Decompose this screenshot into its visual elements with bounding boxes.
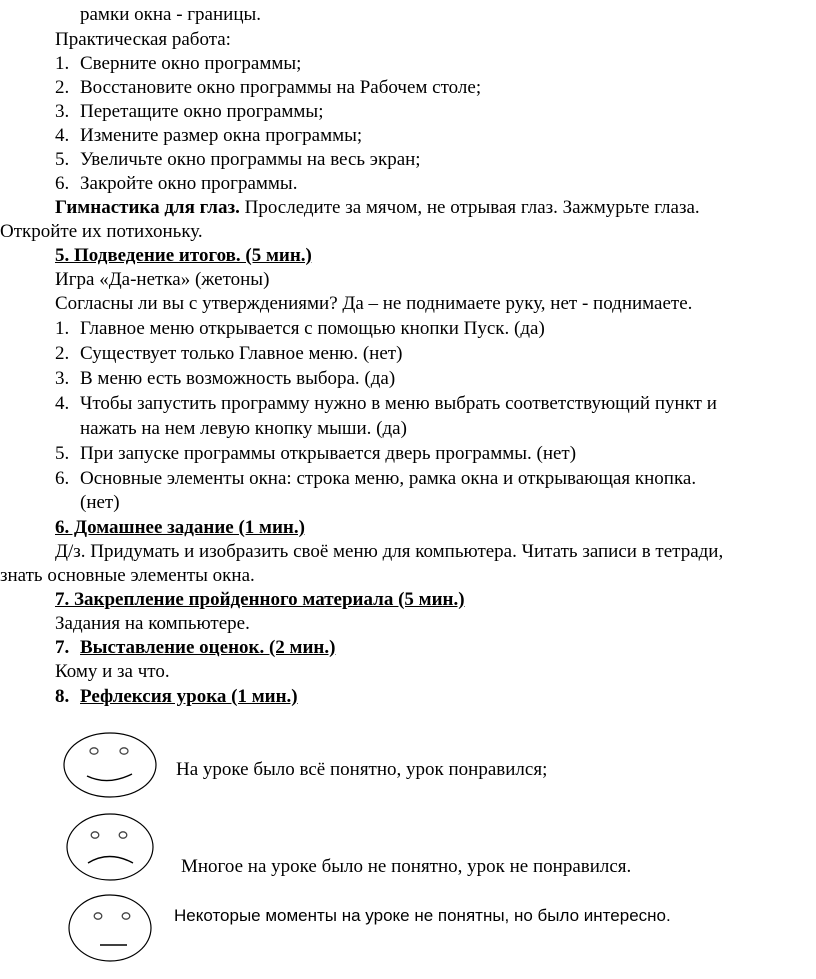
practical-title: Практическая работа: bbox=[55, 29, 231, 50]
summary-item: Главное меню открывается с помощью кнопки Пуск. (да) bbox=[80, 318, 545, 339]
summary-num: 1. bbox=[55, 318, 70, 339]
practical-num: 6. bbox=[55, 173, 70, 194]
summary-num: 4. bbox=[55, 393, 70, 414]
summary-heading: 5. Подведение итогов. (5 мин.) bbox=[55, 245, 312, 266]
practical-item: Закройте окно программы. bbox=[80, 173, 298, 194]
sad-face-icon bbox=[65, 812, 155, 882]
practical-num: 3. bbox=[55, 101, 70, 122]
summary-item: При запуске программы открывается дверь программы. (нет) bbox=[80, 443, 577, 464]
consolidation-heading: 7. Закрепление пройденного материала (5 мин.) bbox=[55, 589, 465, 610]
happy-face-icon bbox=[62, 731, 160, 799]
practical-item: Перетащите окно программы; bbox=[80, 101, 324, 122]
top-line: рамки окна - границы. bbox=[80, 4, 262, 25]
practical-item: Увеличьте окно программы на весь экран; bbox=[80, 149, 421, 170]
summary-num: 5. bbox=[55, 443, 70, 464]
neutral-face-icon bbox=[67, 892, 153, 962]
practical-num: 1. bbox=[55, 53, 70, 74]
summary-item: Существует только Главное меню. (нет) bbox=[80, 343, 403, 364]
grades-heading: Выставление оценок. (2 мин.) bbox=[80, 637, 336, 658]
practical-item: Измените размер окна программы; bbox=[80, 125, 363, 146]
summary-item-cont: (нет) bbox=[80, 492, 120, 513]
summary-num: 3. bbox=[55, 368, 70, 389]
homework-heading: 6. Домашнее задание (1 мин.) bbox=[55, 517, 305, 538]
summary-item-cont: нажать на нем левую кнопку мыши. (да) bbox=[80, 418, 407, 439]
summary-item: Основные элементы окна: строка меню, рамка окна и открывающая кнопка. bbox=[80, 468, 697, 489]
gym-line bbox=[55, 197, 700, 219]
practical-num: 5. bbox=[55, 149, 70, 170]
face-text: Некоторые моменты на уроке не понятны, но было интересно. bbox=[174, 906, 671, 925]
reflection-heading: Рефлексия урока (1 мин.) bbox=[80, 686, 298, 707]
homework-line2: знать основные элементы окна. bbox=[0, 565, 255, 586]
homework-line1: Д/з. Придумать и изобразить своё меню для компьютера. Читать записи в тетради, bbox=[55, 541, 724, 562]
face-text: Многое на уроке было не понятно, урок не понравился. bbox=[181, 856, 632, 877]
grades-num: 7. bbox=[55, 637, 70, 658]
face-text: На уроке было всё понятно, урок понравился; bbox=[176, 759, 548, 780]
gym-bold: Гимнастика для глаз. bbox=[55, 197, 240, 218]
summary-game: Игра «Да-нетка» (жетоны) bbox=[55, 269, 270, 290]
practical-item: Сверните окно программы; bbox=[80, 53, 302, 74]
practical-item: Восстановите окно программы на Рабочем столе; bbox=[80, 77, 482, 98]
summary-num: 6. bbox=[55, 468, 70, 489]
practical-num: 4. bbox=[55, 125, 70, 146]
reflection-num: 8. bbox=[55, 686, 70, 707]
gym-line2: Откройте их потихоньку. bbox=[0, 221, 203, 242]
consolidation-text: Задания на компьютере. bbox=[55, 613, 250, 634]
gym-rest: Проследите за мячом, не отрывая глаз. Зажмурьте глаза. bbox=[239, 197, 700, 218]
summary-item: В меню есть возможность выбора. (да) bbox=[80, 368, 396, 389]
summary-question: Согласны ли вы с утверждениями? Да – не поднимаете руку, нет - поднимаете. bbox=[55, 293, 693, 314]
summary-item: Чтобы запустить программу нужно в меню выбрать соответствующий пункт и bbox=[80, 393, 717, 414]
summary-num: 2. bbox=[55, 343, 70, 364]
grades-text: Кому и за что. bbox=[55, 661, 170, 682]
practical-num: 2. bbox=[55, 77, 70, 98]
